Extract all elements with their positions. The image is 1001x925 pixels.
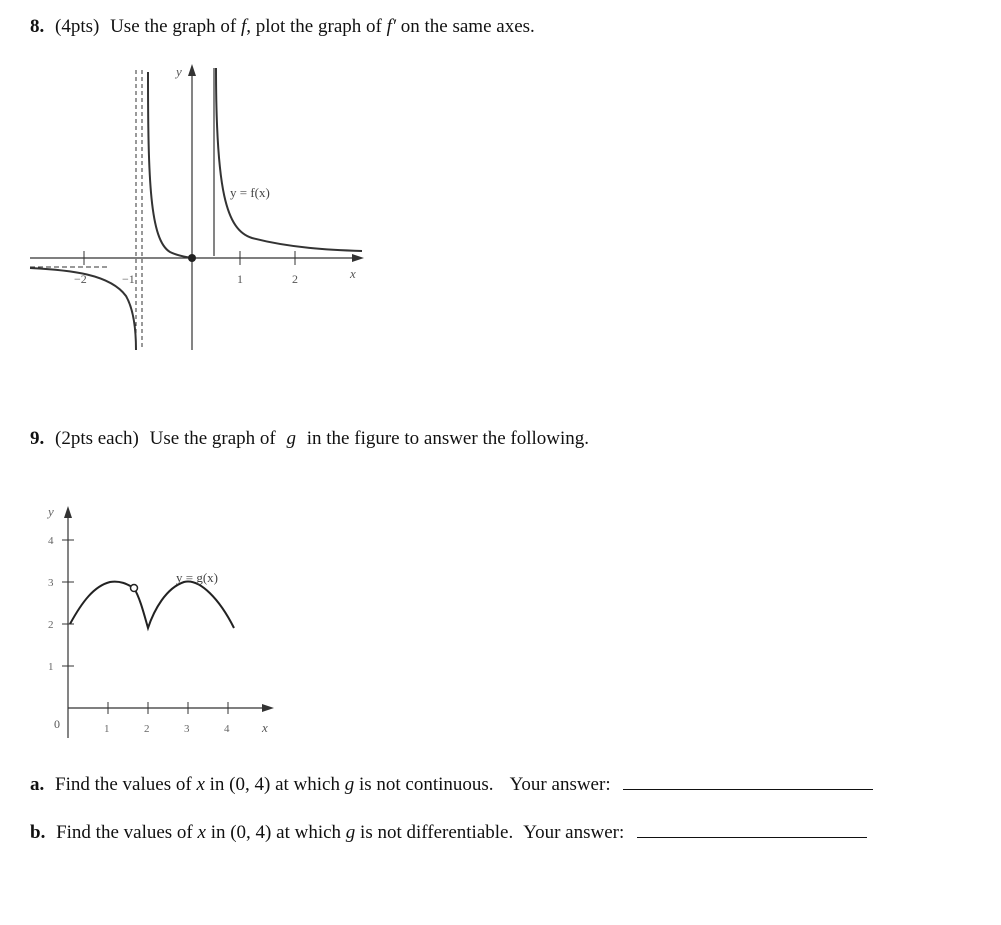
x-tick-label: 3 [184, 723, 190, 735]
question-number: 9. [30, 428, 45, 449]
interval: (0, 4) [229, 774, 271, 795]
x-axis-arrow [352, 254, 364, 262]
x-tick-label: 2 [292, 272, 298, 286]
origin-label: 0 [54, 717, 60, 731]
question-8-prompt [30, 16, 535, 38]
math-var-x: x [196, 774, 205, 795]
question-text: on the same axes. [400, 16, 535, 37]
question-points: (4pts) [55, 16, 100, 37]
question-points: (2pts each) [55, 428, 139, 449]
answer-label: Your answer: [523, 822, 625, 843]
part-text: at which [275, 774, 340, 795]
open-point [131, 585, 138, 592]
part-text: at which [276, 822, 342, 843]
curve-label: y = g(x) [176, 570, 218, 585]
part-text: is not differentiable. [360, 822, 514, 843]
part-text: is not continuous. [358, 774, 494, 795]
curve-label: y = f(x) [230, 185, 270, 200]
x-tick-label: 4 [224, 723, 230, 735]
x-axis-label: x [262, 720, 268, 735]
y-axis-arrow [188, 64, 196, 76]
part-text: Find the values of [55, 774, 192, 795]
y-tick-label: 2 [48, 619, 54, 631]
question-text: Use the graph of [110, 16, 237, 37]
filled-point [188, 254, 196, 262]
x-tick-label: 2 [144, 723, 150, 735]
y-axis-label: y [176, 64, 182, 79]
math-var-fprime: f′ [386, 16, 397, 37]
x-tick-label: 1 [237, 272, 243, 286]
part-text: in [209, 774, 225, 795]
x-axis-arrow [262, 704, 274, 712]
part-letter: a. [30, 774, 45, 795]
math-var-g: g [344, 774, 355, 795]
question-text: in the figure to answer the following. [306, 428, 590, 449]
y-tick-label: 4 [48, 535, 54, 547]
math-var-f: f [240, 16, 247, 37]
y-tick-label: 1 [48, 661, 54, 673]
part-text: in [210, 822, 226, 843]
math-var-g: g [345, 822, 356, 843]
answer-label: Your answer: [509, 774, 611, 795]
interval: (0, 4) [230, 822, 272, 843]
curve-g [70, 582, 234, 628]
x-tick-label: −1 [122, 272, 135, 286]
x-axis-label: x [350, 266, 356, 281]
part-text: Find the values of [56, 822, 193, 843]
question-text: Use the graph of [149, 428, 276, 449]
question-text: , plot the graph of [246, 16, 382, 37]
curve-right-branch [216, 68, 362, 251]
y-tick-label: 3 [48, 577, 54, 589]
question-number: 8. [30, 16, 45, 37]
graph-f [30, 60, 370, 360]
y-axis-label: y [48, 504, 54, 519]
math-var-g: g [286, 428, 296, 449]
part-b-prompt [30, 822, 867, 844]
graph-g [30, 498, 290, 758]
part-a-prompt [30, 774, 873, 796]
x-tick-label: 1 [104, 723, 110, 735]
curve-middle-branch [148, 72, 192, 258]
part-letter: b. [30, 822, 46, 843]
question-9-prompt [30, 428, 589, 450]
answer-blank-b[interactable] [637, 836, 867, 838]
math-var-x: x [197, 822, 206, 843]
answer-blank-a[interactable] [623, 788, 873, 790]
x-tick-label: −2 [74, 272, 87, 286]
y-axis-arrow [64, 506, 72, 518]
